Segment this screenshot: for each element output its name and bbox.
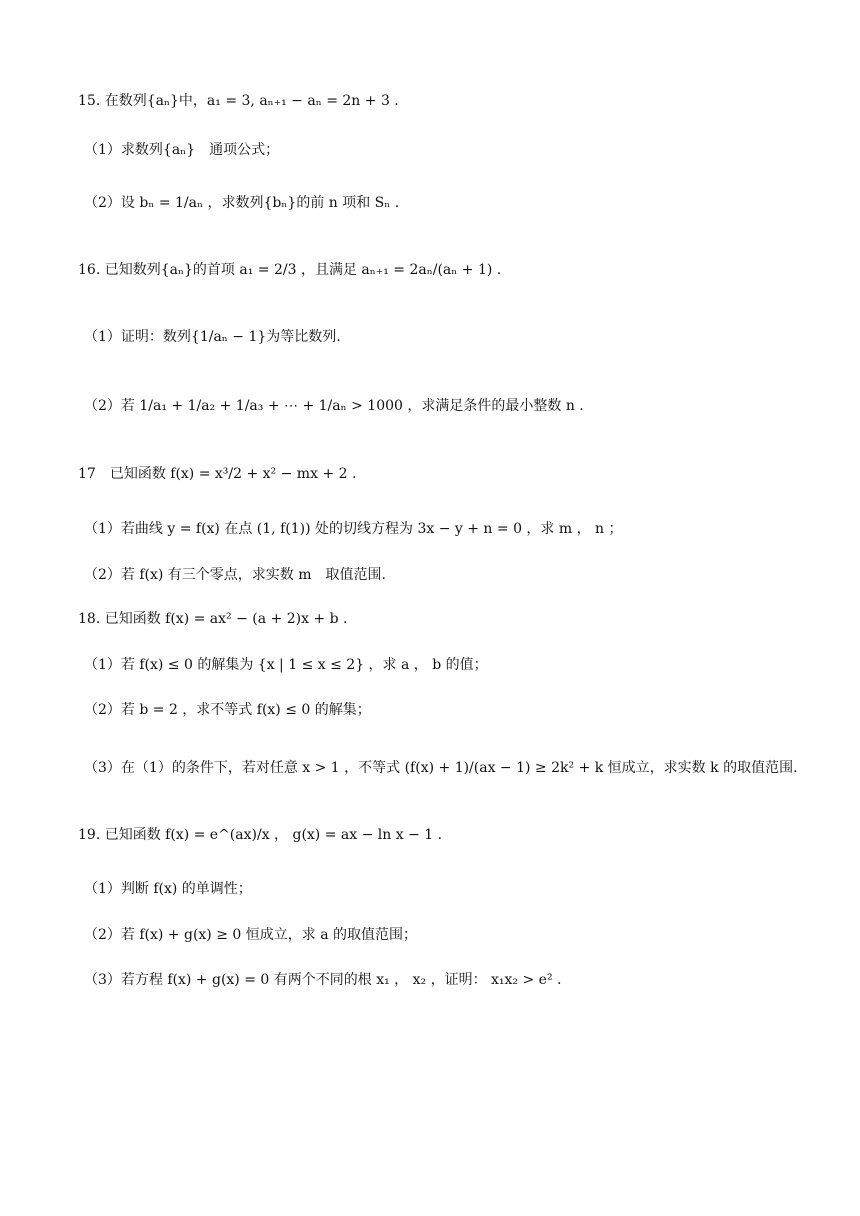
problem-16-stem: 16. 已知数列{aₙ}的首项 a₁ = 2/3 ，且满足 aₙ₊₁ = 2aₙ/(aₙ + 1) . <box>78 262 502 278</box>
problem-15-part-1: （1）求数列{aₙ} 通项公式； <box>84 142 280 158</box>
problem-18-part-2: （2）若 b = 2 ，求不等式 f(x) ≤ 0 的解集； <box>84 702 371 718</box>
problem-17-part-1: （1）若曲线 y = f(x) 在点 (1, f(1)) 处的切线方程为 3x − y + n = 0 ，求 m ， n ； <box>84 521 623 537</box>
problem-18-part-1: （1）若 f(x) ≤ 0 的解集为 {x | 1 ≤ x ≤ 2} ，求 a ， b 的值； <box>84 657 488 673</box>
problem-15-part-2: （2）设 bₙ = 1/aₙ ，求数列{bₙ}的前 n 项和 Sₙ . <box>84 195 400 211</box>
problem-16-part-2: （2）若 1/a₁ + 1/a₂ + 1/a₃ + ⋯ + 1/aₙ > 1000 ，求满足条件的最小整数 n . <box>84 398 584 414</box>
problem-18-stem: 18. 已知函数 f(x) = ax² − (a + 2)x + b . <box>78 611 348 627</box>
problem-18-part-3: （3）在（1）的条件下，若对任意 x > 1 ，不等式 (f(x) + 1)/(ax − 1) ≥ 2k² + k 恒成立，求实数 k 的取值范围. <box>84 760 798 776</box>
problem-19-part-3: （3）若方程 f(x) + g(x) = 0 有两个不同的根 x₁ ， x₂ ，证明： x₁x₂ > e² . <box>84 972 562 988</box>
problem-17-stem: 17 已知函数 f(x) = x³/2 + x² − mx + 2 . <box>78 466 357 482</box>
problem-19-part-1: （1）判断 f(x) 的单调性； <box>84 881 252 897</box>
problem-17-part-2: （2）若 f(x) 有三个零点，求实数 m 取值范围. <box>84 567 386 583</box>
problem-19-stem: 19. 已知函数 f(x) = e^(ax)/x ， g(x) = ax − ln x − 1 . <box>78 827 443 843</box>
problem-16-part-1: （1）证明：数列{1/aₙ − 1}为等比数列. <box>84 329 341 345</box>
problem-15-stem: 15. 在数列{aₙ}中，a₁ = 3, aₙ₊₁ − aₙ = 2n + 3 . <box>78 93 399 109</box>
problem-19-part-2: （2）若 f(x) + g(x) ≥ 0 恒成立，求 a 的取值范围； <box>84 927 418 943</box>
